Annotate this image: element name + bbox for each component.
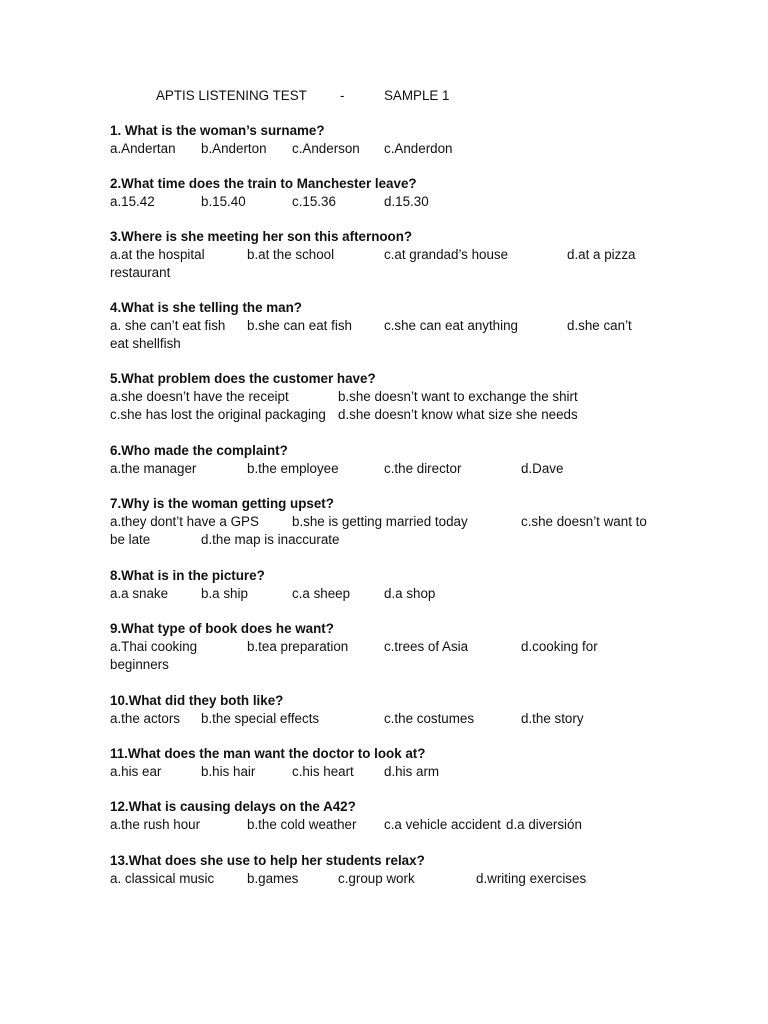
answer-option: d.15.30 xyxy=(384,194,429,209)
options-line xyxy=(110,763,670,781)
answer-option: a.a snake xyxy=(110,586,169,601)
answer-option: a. she can’t eat fish xyxy=(110,318,226,333)
test-title: APTIS LISTENING TEST xyxy=(156,88,307,103)
answer-option: d.she doesn’t know what size she needs xyxy=(338,407,578,422)
question-10 xyxy=(110,692,670,728)
answer-option: a.his ear xyxy=(110,764,162,779)
answer-option: a.the actors xyxy=(110,711,180,726)
options-line xyxy=(110,246,670,264)
options-line xyxy=(110,585,670,603)
answer-option: a.at the hospital xyxy=(110,247,205,262)
answer-option: be late xyxy=(110,532,151,547)
answer-option: eat shellfish xyxy=(110,336,181,351)
options-line xyxy=(110,264,670,282)
question-6 xyxy=(110,442,670,478)
question-title: 2.What time does the train to Manchester leave? xyxy=(110,176,417,191)
question-11 xyxy=(110,745,670,781)
answer-option: a.Andertan xyxy=(110,141,176,156)
answer-option: d.the map is inaccurate xyxy=(201,532,340,547)
answer-option: b.Anderton xyxy=(201,141,267,156)
options-line xyxy=(110,870,670,888)
question-5 xyxy=(110,370,670,424)
answer-option: c.Anderson xyxy=(292,141,360,156)
options-line xyxy=(110,388,670,406)
question-title: 11.What does the man want the doctor to look at? xyxy=(110,746,426,761)
answer-option: b.she can eat fish xyxy=(247,318,352,333)
answer-option: d.writing exercises xyxy=(476,871,587,886)
options-line xyxy=(110,317,670,335)
question-title: 12.What is causing delays on the A42? xyxy=(110,799,356,814)
question-title: 4.What is she telling the man? xyxy=(110,300,302,315)
question-title: 8.What is in the picture? xyxy=(110,568,265,583)
answer-option: b.she doesn’t want to exchange the shirt xyxy=(338,389,578,404)
options-line xyxy=(110,816,670,834)
sample-label: SAMPLE 1 xyxy=(384,88,450,103)
question-title: 1. What is the woman’s surname? xyxy=(110,123,325,138)
question-title: 7.Why is the woman getting upset? xyxy=(110,496,334,511)
options-line xyxy=(110,335,670,353)
answer-option: beginners xyxy=(110,657,169,672)
question-title: 3.Where is she meeting her son this afternoon? xyxy=(110,229,413,244)
question-9 xyxy=(110,620,670,674)
question-title: 6.Who made the complaint? xyxy=(110,443,288,458)
options-line xyxy=(110,460,670,478)
question-3 xyxy=(110,228,670,282)
answer-option: c.Anderdon xyxy=(384,141,453,156)
answer-option: d.she can’t xyxy=(567,318,632,333)
answer-option: c.15.36 xyxy=(292,194,336,209)
answer-option: a.the rush hour xyxy=(110,817,201,832)
question-title: 10.What did they both like? xyxy=(110,693,284,708)
test-header xyxy=(0,88,768,106)
answer-option: a.Thai cooking xyxy=(110,639,198,654)
answer-option: c.a sheep xyxy=(292,586,351,601)
answer-option: restaurant xyxy=(110,265,171,280)
options-line xyxy=(110,140,670,158)
answer-option: c.his heart xyxy=(292,764,354,779)
answer-option: b.at the school xyxy=(247,247,335,262)
options-line xyxy=(110,656,670,674)
answer-option: b.a ship xyxy=(201,586,248,601)
answer-option: b.she is getting married today xyxy=(292,514,468,529)
answer-option: d.Dave xyxy=(521,461,564,476)
answer-option: c.the costumes xyxy=(384,711,475,726)
options-line xyxy=(110,193,670,211)
answer-option: c.she can eat anything xyxy=(384,318,518,333)
answer-option: c.at grandad’s house xyxy=(384,247,509,262)
question-12 xyxy=(110,798,670,834)
options-line xyxy=(110,638,670,656)
answer-option: c.group work xyxy=(338,871,415,886)
answer-option: d.cooking for xyxy=(521,639,598,654)
answer-option: c.she doesn’t want to xyxy=(521,514,647,529)
answer-option: b.15.40 xyxy=(201,194,246,209)
answer-option: b.his hair xyxy=(201,764,256,779)
answer-option: b.the employee xyxy=(247,461,339,476)
answer-option: d.his arm xyxy=(384,764,440,779)
header-dash: - xyxy=(340,88,345,103)
options-line xyxy=(110,531,670,549)
answer-option: a. classical music xyxy=(110,871,215,886)
answer-option: b.tea preparation xyxy=(247,639,349,654)
question-7 xyxy=(110,495,670,549)
question-title: 13.What does she use to help her students relax? xyxy=(110,853,425,868)
answer-option: a.the manager xyxy=(110,461,197,476)
answer-option: d.a shop xyxy=(384,586,436,601)
options-line xyxy=(110,406,670,424)
question-13 xyxy=(110,852,670,888)
answer-option: a.they dont’t have a GPS xyxy=(110,514,259,529)
question-4 xyxy=(110,299,670,353)
answer-option: a.she doesn’t have the receipt xyxy=(110,389,289,404)
answer-option: c.the director xyxy=(384,461,462,476)
answer-option: d.at a pizza xyxy=(567,247,636,262)
answer-option: c.she has lost the original packaging xyxy=(110,407,326,422)
answer-option: b.the special effects xyxy=(201,711,320,726)
options-line xyxy=(110,513,670,531)
answer-option: d.a diversión xyxy=(506,817,582,832)
answer-option: c.a vehicle accident xyxy=(384,817,501,832)
question-title: 5.What problem does the customer have? xyxy=(110,371,376,386)
options-line xyxy=(110,710,670,728)
answer-option: b.the cold weather xyxy=(247,817,357,832)
answer-option: b.games xyxy=(247,871,299,886)
question-8 xyxy=(110,567,670,603)
answer-option: d.the story xyxy=(521,711,584,726)
question-2 xyxy=(110,175,670,211)
question-title: 9.What type of book does he want? xyxy=(110,621,334,636)
answer-option: a.15.42 xyxy=(110,194,155,209)
question-1 xyxy=(110,122,670,158)
answer-option: c.trees of Asia xyxy=(384,639,469,654)
